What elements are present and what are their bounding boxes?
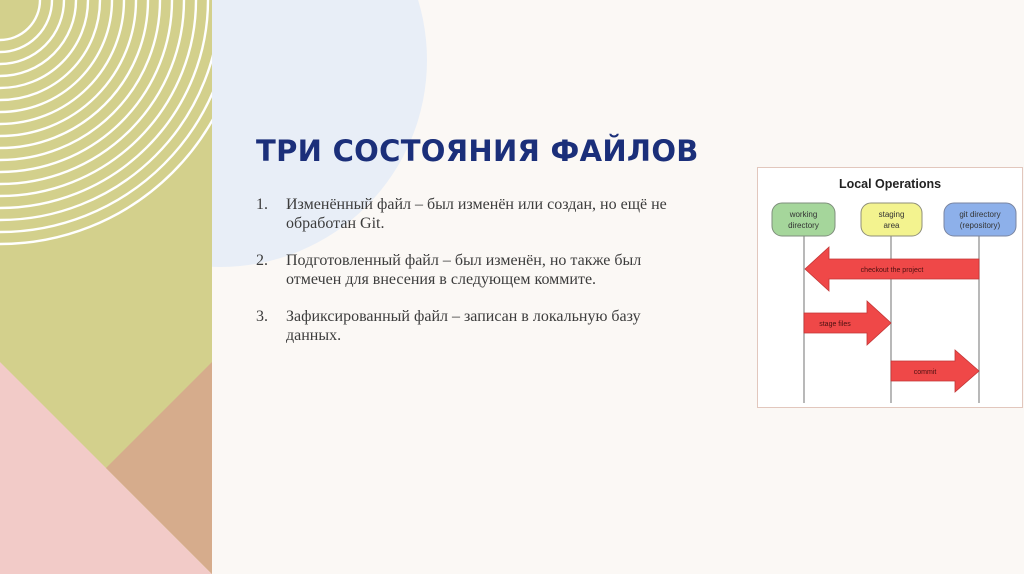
list-item-number: 3. — [256, 308, 268, 325]
working-directory-node — [772, 203, 835, 236]
states-list — [256, 195, 696, 363]
commit-arrow-label: commit — [913, 369, 937, 376]
list-item-text: Изменённый файл – был изменён или создан, но ещё не обработан Git. — [286, 196, 667, 232]
git-directory-label: git directory — [959, 210, 1001, 219]
checkout-arrow-label: checkout the project — [860, 267, 924, 274]
list-item — [256, 307, 696, 345]
staging-area-label: area — [883, 221, 900, 230]
list-item-text: Зафиксированный файл – записан в локальную базу данных. — [286, 308, 641, 344]
working-directory-label: working — [789, 210, 818, 219]
git-directory-label: (repository) — [959, 221, 1001, 230]
list-item — [256, 195, 696, 233]
list-item-text: Подготовленный файл – был изменён, но также был отмечен для внесения в следующем коммите. — [286, 252, 642, 288]
local-operations-diagram — [757, 167, 1023, 408]
stage-files-arrow-label: stage files — [819, 321, 851, 328]
list-item — [256, 251, 696, 289]
diagram-title: Local Operations — [838, 177, 942, 191]
git-directory-node — [944, 203, 1016, 236]
list-item-number: 2. — [256, 252, 268, 269]
slide-title: ТРИ СОСТОЯНИЯ ФАЙЛОВ — [256, 134, 699, 168]
list-item-number: 1. — [256, 196, 268, 213]
working-directory-label: directory — [788, 221, 819, 230]
staging-area-label: staging — [878, 210, 905, 219]
staging-area-node — [861, 203, 922, 236]
